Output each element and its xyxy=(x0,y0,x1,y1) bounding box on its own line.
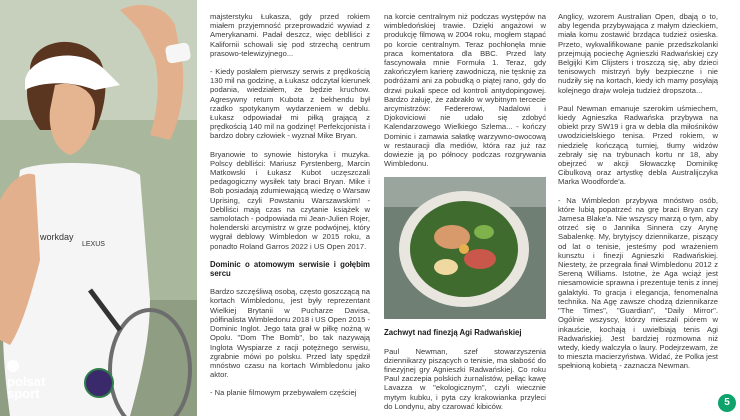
article-column-3 xyxy=(558,12,718,380)
polsat-sport-icon xyxy=(7,360,19,372)
salad-bowl-photo xyxy=(384,177,546,319)
image-caption: Zachwyt nad finezją Agi Radwańskiej xyxy=(384,328,522,338)
paragraph: - Na Wimbledon przybywa mnóstwo osób, które lubią popatrzeć na grę braci Bryan czy Jamesa Blake'a. Nie wszyscy marzą o tym, aby otrzeć się o Jannika Sinnera czy Arynę Sabalenkę. My, brytyjscy dziennikarze, piszący od lat o tenisie, jesteśmy pod wrażeniem kunsztu i finezji Agnieszki Radwańskiej. Niestety, że przegrała finał Wimbledonu 2012 z Sereną Williams. Istotne, że Aga wciąż jest niesamowicie sprawna i prezentuje tenis z innej galaktyki. To gracja i elegancja, fenomenalna technika. Na Agę zawsze chodzą dziennikarze "The Times", "Guardian", "Daily Mirror". Ogólnie wszyscy, którzy mieszali piórem w inkauście, kochają i uwielbiają tenis Agi Radwańskiej. Jest bardziej rozmowna niż wtedy, kiedy walczyła o laury. Podejrzewam, że to mieszta macierzyństwa. Widać, że Polka jest spełnioną kobietą - zaznacza Newman. xyxy=(558,195,718,371)
svg-text:workday: workday xyxy=(40,232,74,242)
salad-illustration xyxy=(384,177,546,319)
tennis-player-photo xyxy=(0,0,197,416)
paragraph: na korcie centralnym niż podczas występów na wimbledońskiej trawie. Dzięki angażowi w produkcję filmową w 2004 roku, mogłem stąpać po korcie centralnym. Teraz pochłonęła mnie praca komentatora dla BBC. Przed laty fascynowała mnie Formuła 1. Teraz, gdy zakończyłem karierę zawodniczą, nie tęsknię za podróżami ani za pobudką o piątej rano, gdy do drzwi pukali spece od kontroli antydopingowej. Bardzo żałuję, że zabrakło w wybitnym tercecie arcymistrzów: Federerowi, Nadalowi i Djokoviciowi nie udało się zdobyć Kalendarzowego Wielkiego Szlema... - kończy Dominic i zamawia sałatkę warzywno-owocową w restauracji dla mediów, która raz już raz dowiezie ją po północy podczas rozgrywania Wimbledonu. xyxy=(384,12,546,169)
paragraph: Paul Newman emanuje szerokim uśmiechem, kiedy Agnieszka Radwańska przybywa na obiekt przy SW19 i gra w debla dla miłośników uwodzicielskiego tenisa. Przed rokiem, w niedzielę kończącą turniej, tłumy widzów zebrały się na trybunach kortu nr 18, aby obejrzeć w akcji Słowaczkę Dominikę Cibulkovą oraz artystkę debla Australijczyka Marka Woodforde'a. xyxy=(558,103,718,187)
paragraph: Bardzo szczęśliwą osobą, często goszczącą na kortach Wimbledonu, jest były reprezentant Wielkiej Brytanii w Pucharze Davisa, półfinalista Wimbledonu 2018 i US Open 2015 - Dominic Inglot. Jego tata grał w piłkę nożną w Opolu. "Dom The Bomb", bo tak nazywają Inglota Wyspiarze z racji potężnego serwisu, zgrabnie mówi po polsku. Przed laty spędził mnóstwo czasu na kortach Wimbledonu jako aktor. xyxy=(210,287,370,380)
section-heading: Dominic o atomowym serwisie i gołębim sercu xyxy=(210,259,370,279)
paragraph: - Na planie filmowym przebywałem częściej xyxy=(210,388,357,398)
wimbledon-logo-icon xyxy=(84,368,114,398)
article-column-2 xyxy=(384,12,546,420)
paragraph: Anglicy, wzorem Australian Open, dbają o to, aby legenda przybywająca z małym dzieckiem, miała komu zostawić brzdąca tudzież osieska. Przeto, wykwalifikowane panie przedszkolanki przejmują pociechę Agnieszki Radwańskiej czy Belgijki Kim Clijsters i troszczą się, aby dzieci tenisowych mistrzyń były bezpieczne i nie nudziły się na kortach, kiedy ich mamy posyłają kolejnego drajw woleja tudzież dropszota... xyxy=(558,12,718,95)
paragraph: - Kiedy posłałem pierwszy serwis z prędkością 130 mil na godzinę, a Łukasz odczytał kierunek podania, wiedziałem, że będzie kruchow. Agresywny return Kubota z bekhendu był rzadko spotykanym wydarzeniem w deblu. Łukasz odpowiadał mi piłką grającą z prędkością 140 mil na godzinę! Perfekcjonista i bardzo dobry człowiek - wyznał Mike Bryan. xyxy=(210,67,370,141)
paragraph: Paul Newman, szef stowarzyszenia dziennikarzy piszących o tenisie, ma słabość do finezyjnej gry Agnieszki Radwańskiej. Co roku Paul zaczepia polskich żurnalistów, pełląc kawę Lavazza w "ekologicznym", czyli wiecznie mytym kubku, i pyta czy krakowianka przyleci do Londynu, aby czarować kibiców. xyxy=(384,346,546,411)
article-column-1 xyxy=(210,12,370,407)
logo-line1: polsat xyxy=(7,374,46,389)
page-number-badge: 5 xyxy=(718,394,736,412)
svg-text:LEXUS: LEXUS xyxy=(82,241,105,248)
player-illustration xyxy=(0,0,197,416)
logo-line2: sport xyxy=(7,386,40,401)
paragraph: Bryanowie to synowie historyka i muzyka. Polscy deblliści: Mariusz Fyrstenberg, Marcin Matkowski i Łukasz Kubot uczęszczali pedagogiczny wysiłek taty braci Bryan. Mike i Bob posiadają zdumiewającą wiedzę o Warsaw Uprising, czyli Powstaniu Warszawskim! - Deblliści mają czas na czytanie książek w samolotach - podpowiada mi Jean-Julien Rojer, holenderski arcymistrz w grze podwójnej, który wygrał deblowy Wimbledon w 2015 roku, a ponadto Roland Garros 2022 i US Open 2017. xyxy=(210,149,370,251)
polsat-sport-logo xyxy=(7,360,45,400)
paragraph: majsterstyku Łukasza, gdy przed rokiem miałem przyjemność przeprowadzić wywiad z Amerykanami. Padał deszcz, więc deblliści z Kalifornii schowali się pod strzechą centrum prasowo-telewizyjnego... xyxy=(210,12,370,58)
